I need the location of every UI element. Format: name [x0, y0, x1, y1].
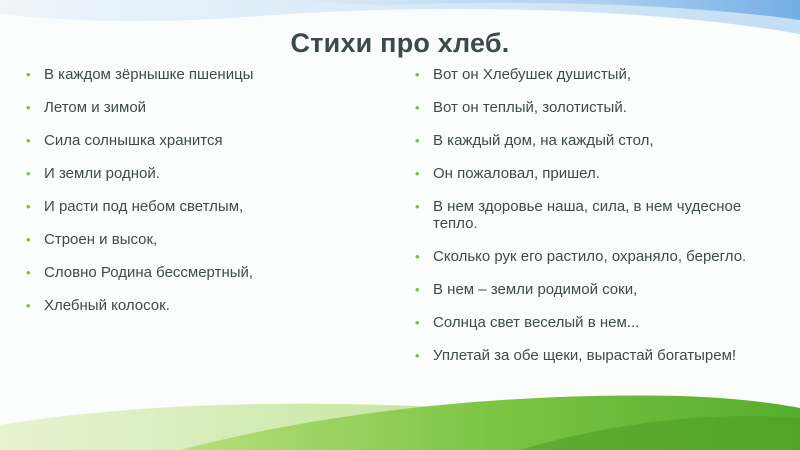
- bullet-icon: •: [415, 282, 420, 297]
- bullet-icon: •: [26, 199, 31, 214]
- list-item: [415, 198, 765, 232]
- list-item: [26, 231, 366, 248]
- bullet-icon: •: [415, 348, 420, 363]
- left-poem-list: [26, 66, 366, 330]
- poem-line: Солнца свет веселый в нем...: [433, 314, 640, 331]
- bullet-icon: •: [26, 133, 31, 148]
- slide-title: Стихи про хлеб.: [290, 28, 510, 58]
- list-item: [26, 165, 366, 182]
- right-poem-list: [415, 66, 765, 380]
- poem-line: И земли родной.: [44, 165, 160, 182]
- poem-line: Он пожаловал, пришел.: [433, 165, 600, 182]
- poem-line: Строен и высок,: [44, 231, 158, 248]
- list-item: [26, 99, 366, 116]
- bullet-icon: •: [26, 298, 31, 313]
- list-item: [415, 132, 765, 149]
- list-item: [415, 66, 765, 83]
- bullet-icon: •: [415, 133, 420, 148]
- list-item: [26, 198, 366, 215]
- poem-line: В нем здоровье наша, сила, в нем чудесное тепло.: [433, 198, 742, 232]
- bullet-icon: •: [415, 100, 420, 115]
- poem-line: Вот он теплый, золотистый.: [433, 99, 627, 116]
- poem-line: В каждом зёрнышке пшеницы: [44, 66, 254, 83]
- poem-line: Вот он Хлебушек душистый,: [433, 66, 632, 83]
- list-item: [415, 314, 765, 331]
- list-item: [415, 347, 765, 364]
- bullet-icon: •: [26, 166, 31, 181]
- list-item: [26, 297, 366, 314]
- list-item: [415, 281, 765, 298]
- bullet-icon: •: [415, 315, 420, 330]
- poem-line: Словно Родина бессмертный,: [44, 264, 254, 281]
- poem-line: В нем – земли родимой соки,: [433, 281, 638, 298]
- poem-line: В каждый дом, на каждый стол,: [433, 132, 654, 149]
- bullet-icon: •: [26, 67, 31, 82]
- bullet-icon: •: [415, 249, 420, 264]
- list-item: [415, 248, 765, 265]
- bullet-icon: •: [26, 265, 31, 280]
- bullet-icon: •: [26, 232, 31, 247]
- list-item: [26, 132, 366, 149]
- list-item: [26, 66, 366, 83]
- poem-line: Летом и зимой: [44, 99, 147, 116]
- bullet-icon: •: [415, 67, 420, 82]
- poem-line: Хлебный колосок.: [44, 297, 170, 314]
- poem-line: И расти под небом светлым,: [44, 198, 244, 215]
- bullet-icon: •: [415, 199, 420, 214]
- list-item: [415, 99, 765, 116]
- poem-line: Сколько рук его растило, охраняло, берегло.: [433, 248, 747, 265]
- bullet-icon: •: [26, 100, 31, 115]
- poem-line: Сила солнышка хранится: [44, 132, 223, 149]
- bullet-icon: •: [415, 166, 420, 181]
- list-item: [415, 165, 765, 182]
- list-item: [26, 264, 366, 281]
- poem-line: Уплетай за обе щеки, вырастай богатырем!: [433, 347, 737, 364]
